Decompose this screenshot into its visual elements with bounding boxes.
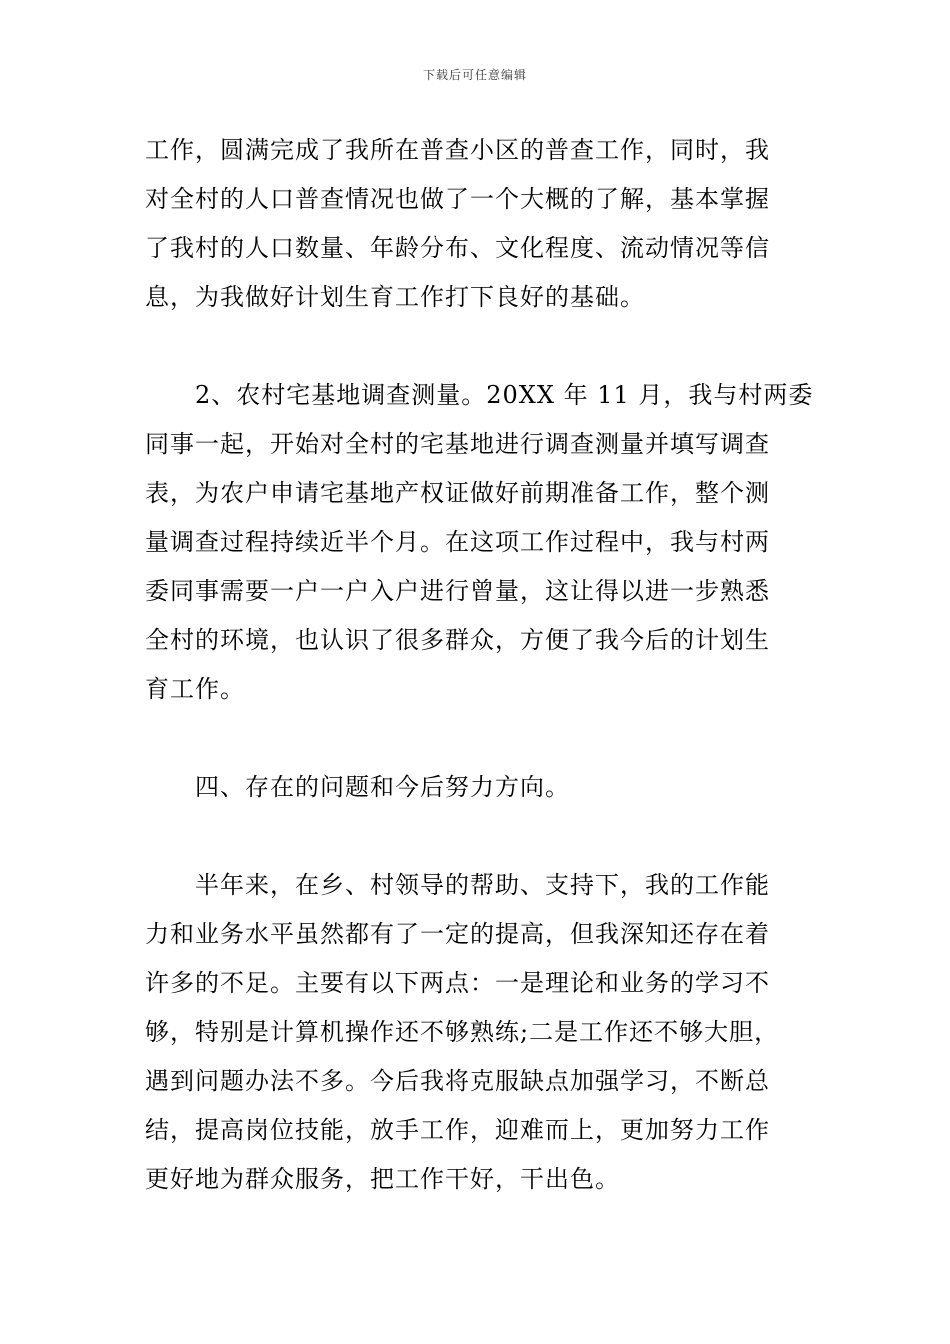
text-line: 表，为农户申请宅基地产权证做好前期准备工作，整个测: [145, 479, 770, 507]
text-line: 工作，圆满完成了我所在普查小区的普查工作，同时，我: [145, 136, 770, 164]
section-heading: [145, 763, 815, 812]
text-line: 委同事需要一户一户入户进行曾量，这让得以进一步熟悉: [145, 577, 770, 605]
text-line: 量调查过程持续近半个月。在这项工作过程中，我与村两: [145, 528, 770, 556]
text-line: 2、农村宅基地调查测量。20XX 年 11 月，我与村两委: [195, 381, 814, 409]
text-line: 结，提高岗位技能，放手工作，迎难而上，更加努力工作: [145, 1116, 770, 1144]
text-line: 半年来，在乡、村领导的帮助、支持下，我的工作能: [195, 871, 770, 899]
text-line: 更好地为群众服务，把工作干好，干出色。: [145, 1165, 620, 1193]
text-line: 息，为我做好计划生育工作打下良好的基础。: [145, 283, 645, 311]
text-line: 遇到问题办法不多。今后我将克服缺点加强学习，不断总: [145, 1067, 770, 1095]
text-line: 许多的不足。主要有以下两点：一是理论和业务的学习不: [145, 969, 770, 997]
text-line: 育工作。: [145, 675, 245, 703]
paragraph-summary: [145, 861, 815, 1204]
text-line: 力和业务水平虽然都有了一定的提高，但我深知还存在着: [145, 920, 770, 948]
paragraph-homestead-survey: [145, 371, 815, 714]
text-line: 同事一起，开始对全村的宅基地进行调查测量并填写调查: [145, 430, 770, 458]
text-line: 了我村的人口数量、年龄分布、文化程度、流动情况等信: [145, 234, 770, 262]
paragraph-spacer: [145, 812, 815, 861]
paragraph-census: [145, 126, 815, 322]
text-line: 够，特别是计算机操作还不够熟练;二是工作还不够大胆，: [145, 1018, 780, 1046]
text-line: 对全村的人口普查情况也做了一个大概的了解，基本掌握: [145, 185, 770, 213]
paragraph-spacer: [145, 322, 815, 371]
heading-line: 四、存在的问题和今后努力方向。: [195, 773, 570, 801]
page-header: 下载后可任意编辑: [422, 68, 527, 82]
text-line: 全村的环境，也认识了很多群众，方便了我今后的计划生: [145, 626, 770, 654]
document-body: [145, 126, 815, 1204]
paragraph-spacer: [145, 714, 815, 763]
